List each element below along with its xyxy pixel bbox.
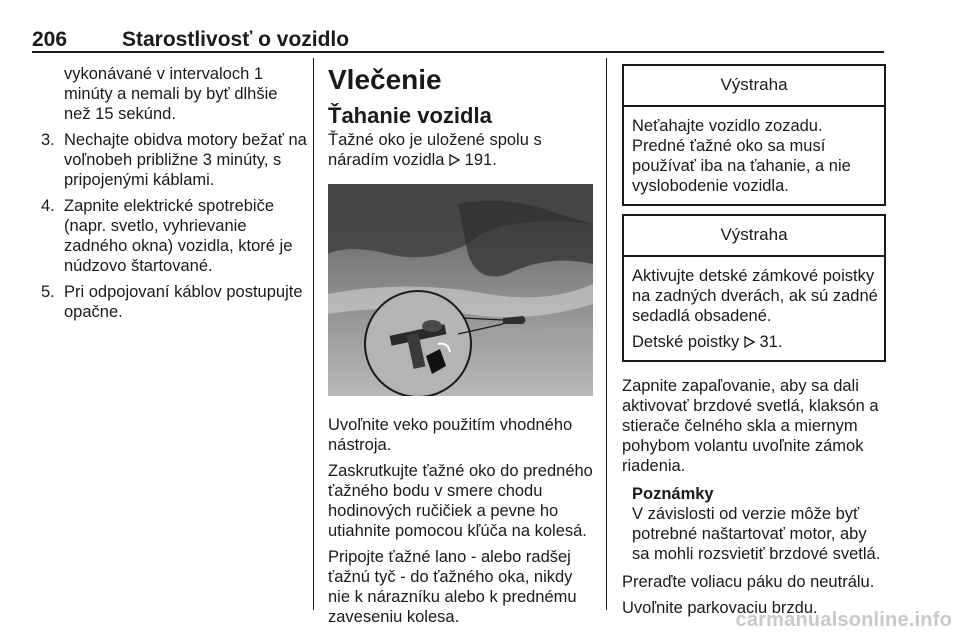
note-title: Poznámky: [632, 485, 714, 503]
section-heading: Vlečenie: [328, 64, 442, 95]
body-paragraph: Zapnite zapaľovanie, aby sa dali aktivovať brzdové svetlá, klaksón a stierače čelného skla a miernym pohybom volantu uvoľnite zámok riadenia.: [622, 377, 879, 475]
list-item: [41, 282, 307, 322]
instruction-paragraph: Uvoľnite veko použitím vhodného nástroja.: [328, 416, 573, 454]
warning-title: Výstraha: [624, 66, 884, 107]
continued-text: vykonávané v intervaloch 1 minúty a nemali by byť dlhšie než 15 sekúnd.: [64, 65, 278, 123]
instruction-paragraph: Pripojte ťažné lano - alebo radšej ťažnú tyč - do ťažného oka, nikdy nie k nárazníku alebo k prednému zaveseniu kolesa.: [328, 548, 577, 626]
tow-eye-illustration: [328, 184, 593, 396]
reference-arrow-icon: [449, 154, 460, 166]
warning-title: Výstraha: [624, 216, 884, 257]
column-divider: [313, 58, 314, 610]
intro-ref-page: 191.: [464, 151, 497, 169]
column-3: [622, 64, 884, 618]
body-paragraph: Preraďte voliacu páku do neutrálu.: [622, 573, 875, 591]
column-2: [328, 64, 596, 627]
step-text: Zapnite elektrické spotrebiče (napr. svetlo, vyhrievanie zadného okna) vozidla, ktoré je núdzovo štartované.: [64, 197, 293, 275]
reference-page: 31.: [759, 333, 783, 351]
note-text: V závislosti od verzie môže byť potrebné naštartovať motor, aby sa mohli rozsvietiť brzdové svetlá.: [632, 505, 881, 563]
warning-box: [622, 214, 886, 362]
note-block: [622, 484, 884, 564]
section-title: Starostlivosť o vozidlo: [122, 28, 350, 51]
intro-text: Ťažné oko je uložené spolu s náradím vozidla: [328, 131, 542, 169]
page-number: 206: [32, 28, 68, 51]
step-number: 4.: [41, 197, 55, 215]
header-rule: [32, 51, 884, 53]
warning-text: Neťahajte vozidlo zozadu. Predné ťažné oko sa musí používať iba na ťahanie, a nie vyslobodenie vozidla.: [632, 117, 851, 195]
intro-paragraph: [328, 130, 596, 170]
instruction-paragraph: Zaskrutkujte ťažné oko do predného ťažného bodu v smere chodu hodinových ručičiek a pevne ho utiahnite pomocou kľúča na kolesá.: [328, 462, 593, 540]
warning-body: [624, 257, 884, 360]
watermark: carmanualsonline.info: [735, 609, 952, 631]
list-item: [41, 196, 307, 276]
step-number: 3.: [41, 131, 55, 149]
step-text: Pri odpojovaní káblov postupujte opačne.: [64, 283, 303, 321]
warning-text: Aktivujte detské zámkové poistky na zadných dverách, ak sú zadné sedadlá obsadené.: [632, 267, 878, 325]
reference-text: Detské poistky: [632, 333, 740, 351]
step-text: Nechajte obidva motory bežať na voľnobeh približne 3 minúty, s pripojenými káblami.: [64, 131, 307, 189]
column-1: [41, 64, 307, 322]
body-paragraph: Uvoľnite parkovaciu brzdu.: [622, 599, 818, 617]
step-number: 5.: [41, 283, 55, 301]
column-divider: [606, 58, 607, 610]
reference-arrow-icon: [744, 336, 755, 348]
warning-reference: [632, 332, 878, 352]
subsection-heading: Ťahanie vozidla: [328, 103, 492, 128]
list-item: [41, 130, 307, 190]
warning-box: [622, 64, 886, 206]
